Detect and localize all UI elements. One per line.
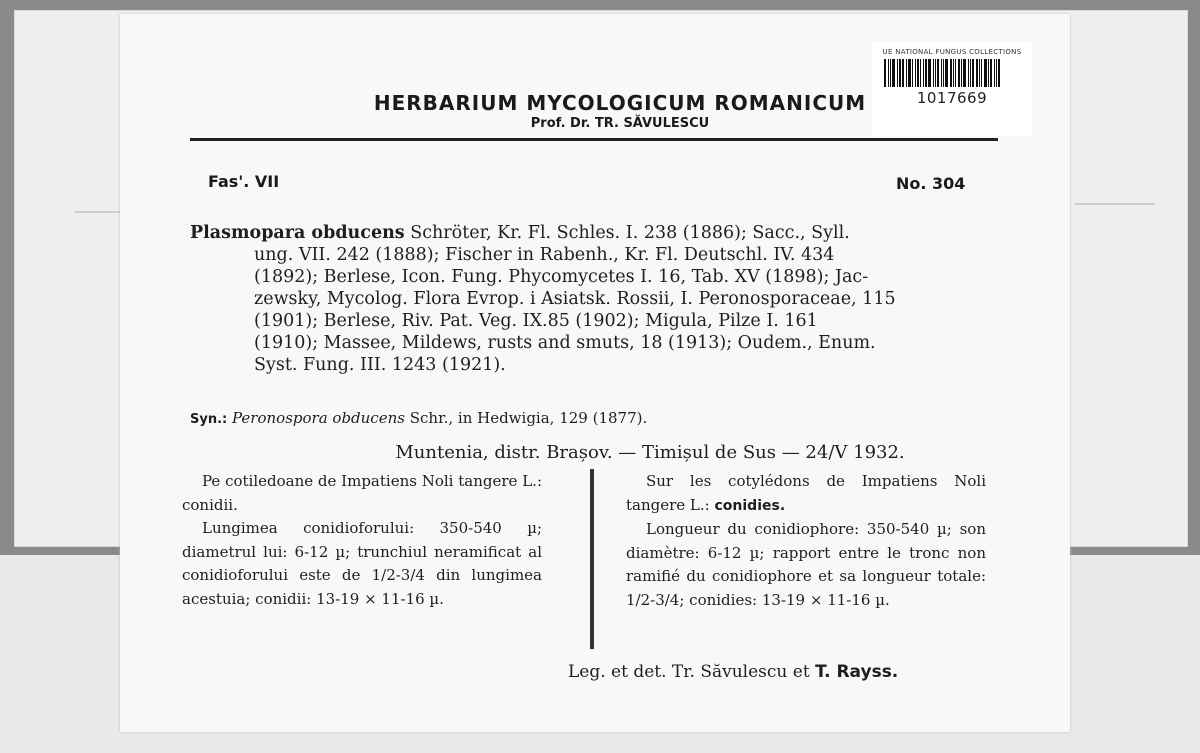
french-description: [626, 470, 986, 612]
barcode-stripe: [963, 59, 966, 87]
barcode-stripe: [961, 59, 962, 87]
species-citation: [190, 222, 1005, 376]
citation-line: (1892); Berlese, Icon. Fung. Phycomycetes I. 16, Tab. XV (1898); Jac-: [254, 267, 869, 287]
barcode-stripe: [933, 59, 934, 87]
barcode-caption: UE NATIONAL FUNGUS COLLECTIONS: [882, 48, 1022, 56]
barcode-stripe: [968, 59, 969, 87]
barcode-stripe: [892, 59, 895, 87]
barcode-icon: [884, 59, 1020, 87]
host-note-ro: Pe cotiledoane de Impatiens Noli tangere L.: conidii.: [182, 472, 542, 514]
barcode-stripe: [996, 59, 997, 87]
barcode-stripe: [917, 59, 919, 87]
host-note-fr: [626, 470, 986, 518]
barcode-stripe: [884, 59, 886, 87]
synonym-label: Syn.:: [190, 412, 228, 427]
barcode-stripe: [888, 59, 889, 87]
barcode-stripe: [998, 59, 1000, 87]
host-note-fr-text: Sur les cotylédons de Impatiens Noli tangere L.:: [626, 472, 986, 514]
barcode-stripe: [955, 59, 956, 87]
collector-name: T. Rayss.: [815, 662, 899, 682]
herbarium-label: [120, 14, 1070, 732]
column-divider: [590, 469, 594, 649]
measurements-fr: Longueur du conidiophore: 350-540 µ; son diamètre: 6-12 µ; rapport entre le tronc non ramifié du conidiophore et sa longueur totale: 1/2-3/4; conidies: 13-19 × 11-16 µ.: [626, 520, 986, 609]
barcode-stripe: [976, 59, 978, 87]
barcode-stripe: [908, 59, 911, 87]
citation-line: (1910); Massee, Mildews, rusts and smuts, 18 (1913); Oudem., Enum.: [254, 333, 876, 353]
barcode-stripe: [923, 59, 924, 87]
barcode-stripe: [958, 59, 960, 87]
collectors: [568, 662, 898, 682]
host-note-fr-bold: conidies.: [714, 497, 786, 514]
barcode-stripe: [925, 59, 927, 87]
barcode-stripe: [943, 59, 944, 87]
barcode-stripe: [937, 59, 939, 87]
barcode-stripe: [950, 59, 952, 87]
barcode-stripe: [935, 59, 936, 87]
collectors-prefix: Leg. et det. Tr. Săvulescu et: [568, 662, 810, 682]
barcode-stripe: [890, 59, 891, 87]
barcode-number: 1017669: [916, 89, 988, 107]
barcode-stripe: [979, 59, 980, 87]
envelope-flap-line: [1075, 203, 1155, 205]
barcode-stripe: [953, 59, 954, 87]
measurements-ro: Lungimea conidioforului: 350-540 µ; diametrul lui: 6-12 µ; trunchiul neramificat al conidioforului este de 1/2-3/4 din lungimea acestuia; conidii: 13-19 × 11-16 µ.: [182, 519, 542, 608]
barcode-stripe: [897, 59, 898, 87]
header-rule: [190, 138, 998, 141]
synonym: [190, 409, 647, 427]
barcode-stripe: [981, 59, 982, 87]
citation-line: ung. VII. 242 (1888); Fischer in Rabenh., Kr. Fl. Deutschl. IV. 434: [254, 245, 835, 265]
barcode-stripe: [984, 59, 987, 87]
synonym-reference: Schr., in Hedwigia, 129 (1877).: [409, 409, 648, 427]
citation-line: Syst. Fung. III. 1243 (1921).: [254, 355, 506, 375]
barcode-stripe: [990, 59, 992, 87]
barcode-stripe: [906, 59, 907, 87]
barcode-stripe: [928, 59, 931, 87]
romanian-description: [182, 470, 542, 611]
barcode-label: [872, 42, 1032, 136]
barcode-stripe: [970, 59, 971, 87]
barcode-stripe: [988, 59, 989, 87]
herbarium-curator: Prof. Dr. TR. SĂVULESCU: [530, 116, 710, 131]
barcode-stripe: [945, 59, 948, 87]
citation-line: zewsky, Mycolog. Flora Evrop. i Asiatsk. Rossii, I. Peronosporaceae, 115: [254, 289, 896, 309]
barcode-stripe: [972, 59, 974, 87]
barcode-stripe: [915, 59, 916, 87]
barcode-stripe: [941, 59, 942, 87]
specimen-number: No. 304: [896, 174, 966, 193]
barcode-stripe: [912, 59, 913, 87]
barcode-stripe: [994, 59, 995, 87]
barcode-stripe: [920, 59, 921, 87]
fascicle-number: Fas'. VII: [208, 172, 280, 191]
synonym-name: Peronospora obducens: [232, 409, 405, 427]
herbarium-title: HERBARIUM MYCOLOGICUM ROMANICUM: [373, 91, 867, 115]
envelope-flap-line: [75, 211, 125, 213]
barcode-stripe: [899, 59, 901, 87]
citation-line: (1901); Berlese, Riv. Pat. Veg. IX.85 (1902); Migula, Pilze I. 161: [254, 311, 818, 331]
citation-line: Schröter, Kr. Fl. Schles. I. 238 (1886); Sacc., Syll.: [410, 223, 850, 243]
barcode-stripe: [902, 59, 904, 87]
locality: Muntenia, distr. Brașov. — Timișul de Sus — 24/V 1932.: [395, 442, 905, 463]
species-name: Plasmopara obducens: [190, 223, 405, 243]
